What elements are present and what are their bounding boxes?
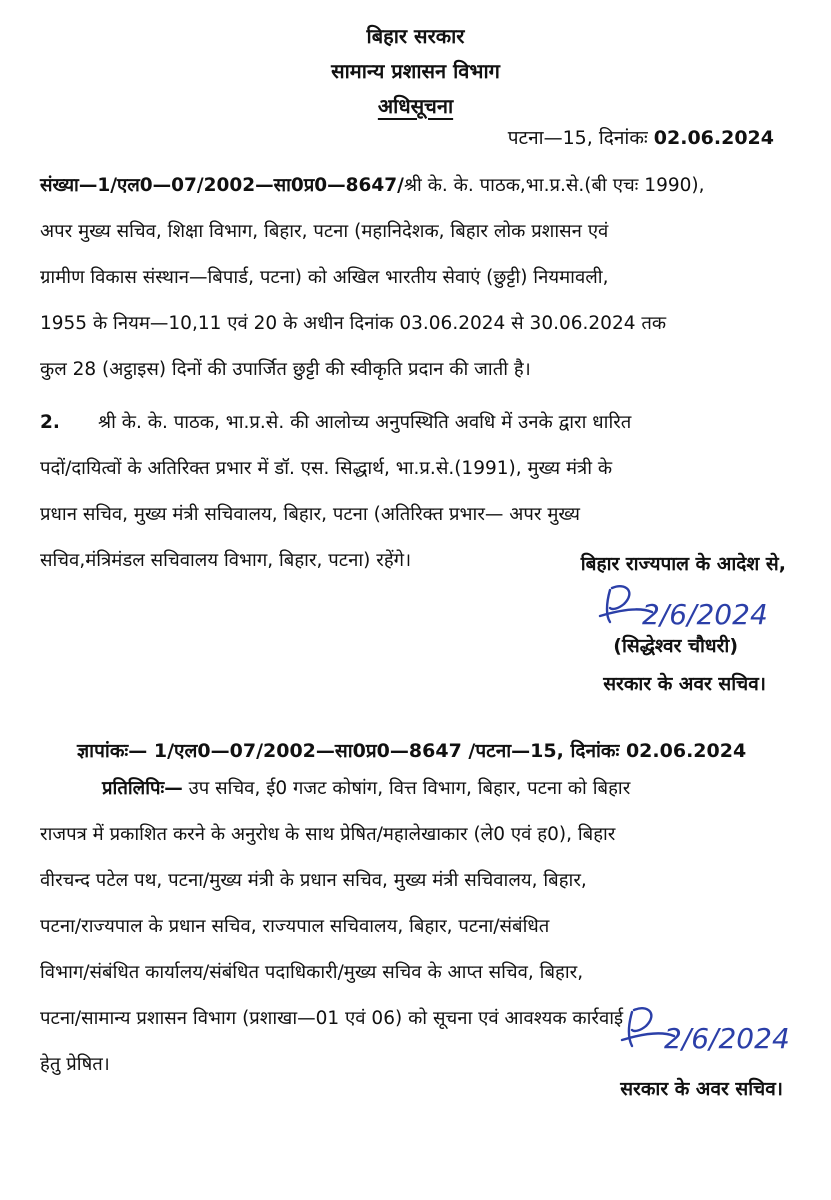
notification-date: 02.06.2024 [653, 127, 774, 149]
memo-line: वीरचन्द पटेल पथ, पटना/मुख्य मंत्री के प्रधान सचिव, मुख्य मंत्री सचिवालय, बिहार, [40, 870, 587, 891]
para1-line: अपर मुख्य सचिव, शिक्षा विभाग, बिहार, पटना (महानिदेशक, बिहार लोक प्रशासन एवं [40, 221, 609, 242]
para1-line: ग्रामीण विकास संस्थान—बिपार्ड, पटना) को अखिल भारतीय सेवाएं (छुट्टी) नियमावली, [40, 267, 609, 288]
signatory-name: (सिद्धेश्वर चौधरी) [613, 635, 738, 657]
para1-line: कुल 28 (अट्ठाइस) दिनों की उपार्जित छुट्टी की स्वीकृति प्रदान की जाती है। [40, 359, 531, 380]
para2-line: 2. श्री के. के. पाठक, भा.प्र.से. की आलोच्य अनुपस्थिति अवधि में उनके द्वारा धारित [40, 400, 812, 446]
para1-line: 1955 के नियम—10,11 एवं 20 के अधीन दिनांक 03.06.2024 से 30.06.2024 तक [40, 313, 667, 334]
signatory-designation: सरकार के अवर सचिव। [603, 673, 766, 695]
memo-line: राजपत्र में प्रकाशित करने के अनुरोध के साथ प्रेषित/महालेखाकार (ले0 एवं ह0), बिहार [40, 824, 616, 845]
para1-line: संख्या—1/एल0—07/2002—सा0प्र0—8647/श्री के. के. पाठक,भा.प्र.से.(बी एचः 1990), [40, 175, 705, 196]
signature-date: 2/6/2024 [664, 1022, 790, 1055]
memo-line: पटना/सामान्य प्रशासन विभाग (प्रशाखा—01 एवं 06) को सूचना एवं आवश्यक कार्रवाई [40, 1008, 624, 1029]
by-order-of-governor: बिहार राज्यपाल के आदेश से, [580, 553, 786, 575]
para2-number: 2. [40, 412, 60, 433]
signature-image [618, 1000, 813, 1066]
memo-line: पटना/राज्यपाल के प्रधान सचिव, राज्यपाल सचिवालय, बिहार, पटना/संबंधित [40, 916, 550, 937]
para2-line: प्रधान सचिव, मुख्य मंत्री सचिवालय, बिहार, पटना (अतिरिक्त प्रभार— अपर मुख्य [40, 504, 580, 525]
memo-line: हेतु प्रेषित। [40, 1054, 110, 1075]
memo-line: प्रतिलिपिः— उप सचिव, ई0 गजट कोषांग, वित्त विभाग, बिहार, पटना को बिहार [102, 778, 631, 799]
notification-title: अधिसूचना [377, 94, 454, 118]
memo-line: विभाग/संबंधित कार्यालय/संबंधित पदाधिकारी/मुख्य सचिव के आप्त सचिव, बिहार, [40, 962, 584, 983]
place-label: पटना—15, दिनांकः [507, 127, 654, 149]
paragraph-1 [40, 163, 812, 393]
memo-ref-number: ज्ञापांकः— 1/एल0—07/2002—सा0प्र0—8647 /पटना—15, दिनांकः 02.06.2024 [77, 740, 747, 762]
notification-ref-number: संख्या—1/एल0—07/2002—सा0प्र0—8647/ [40, 175, 404, 196]
copy-to-label: प्रतिलिपिः— [102, 778, 183, 799]
para2-line: सचिव,मंत्रिमंडल सचिवालय विभाग, बिहार, पटना) रहेंगे। [40, 550, 412, 571]
signature-date: 2/6/2024 [642, 598, 768, 631]
govt-title: बिहार सरकार [366, 24, 465, 48]
department-title: सामान्य प्रशासन विभाग [331, 59, 500, 83]
place-date [508, 124, 774, 150]
para2-line: पदों/दायित्वों के अतिरिक्त प्रभार में डॉ. एस. सिद्धार्थ, भा.प्र.से.(1991), मुख्य मंत्री के [40, 458, 613, 479]
memo-signatory-designation: सरकार के अवर सचिव। [620, 1078, 783, 1100]
